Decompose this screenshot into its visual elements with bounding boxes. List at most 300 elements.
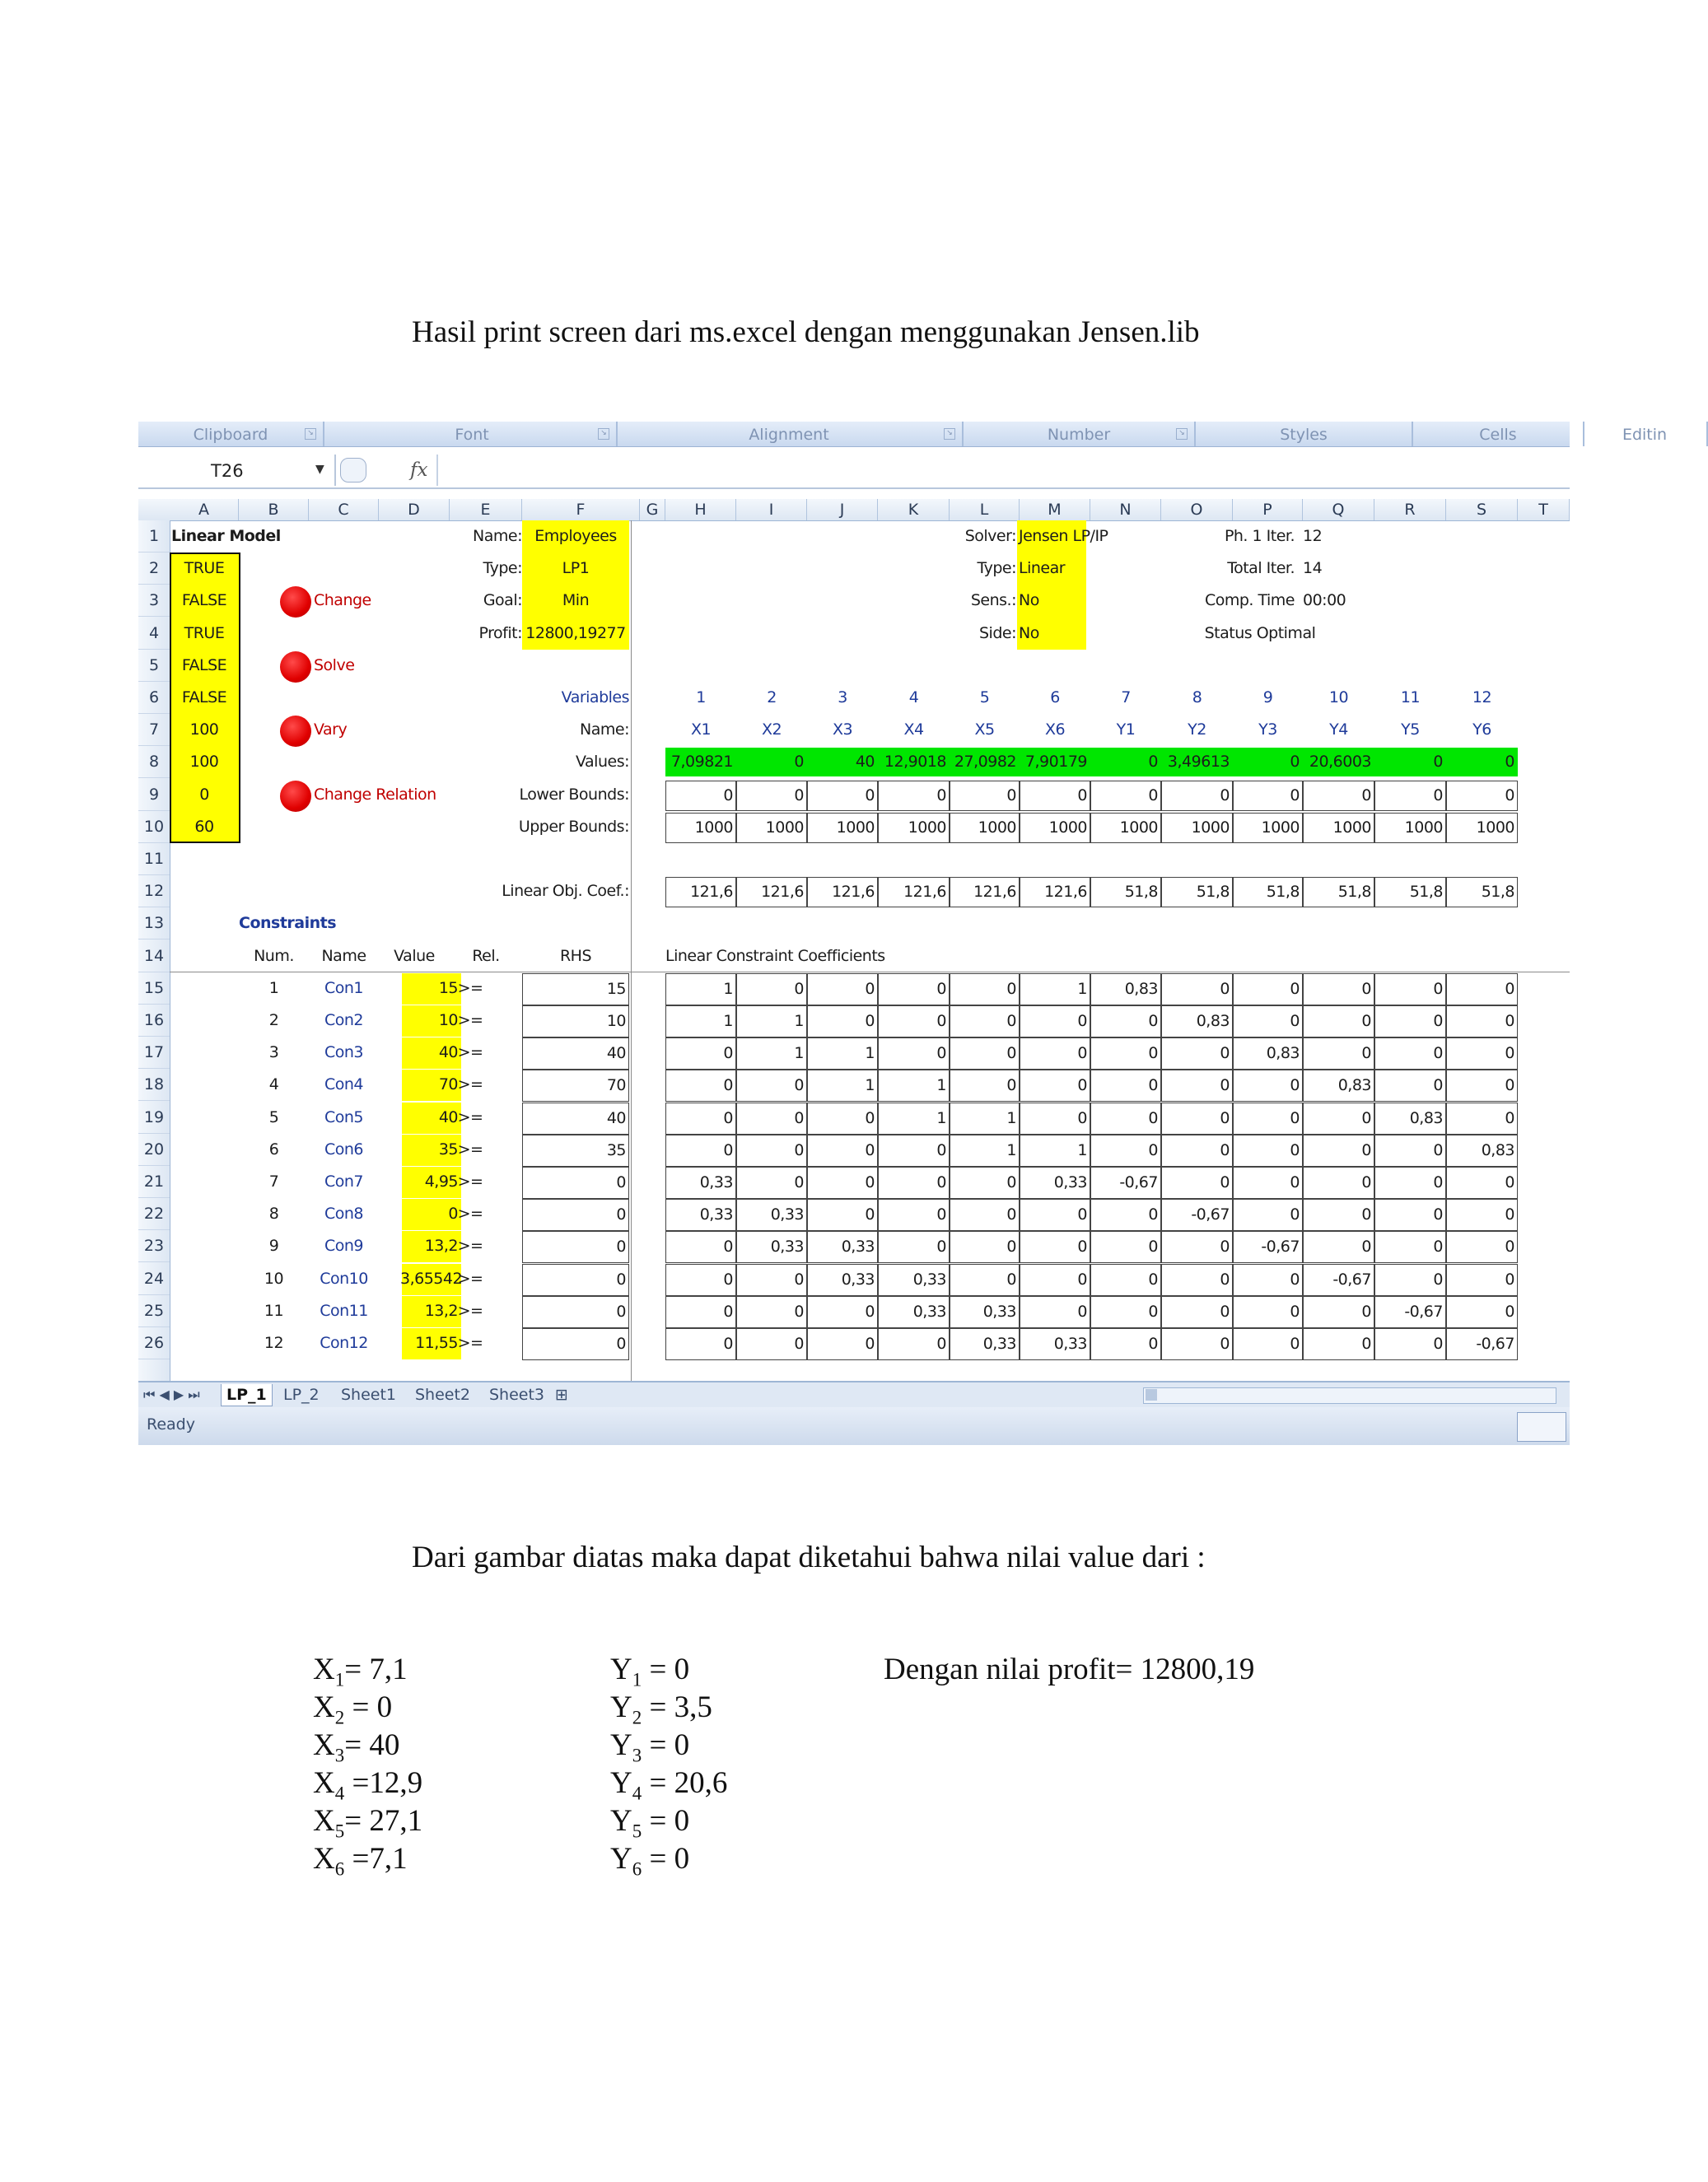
coef-cell[interactable]: 0 — [1161, 1037, 1233, 1070]
row-header-15[interactable]: 15 — [138, 972, 170, 1005]
row-label-name[interactable]: Name: — [580, 720, 629, 739]
coef-cell[interactable]: 0,33 — [1020, 1167, 1090, 1199]
lower-bound-cell[interactable]: 0 — [807, 781, 878, 811]
info-value[interactable]: Employees — [534, 527, 617, 545]
ribbon-group-font[interactable] — [328, 422, 618, 446]
coef-cell[interactable]: 0 — [807, 1328, 878, 1360]
flag-cell[interactable]: FALSE — [181, 655, 227, 674]
constraint-rel[interactable]: >= — [457, 1140, 483, 1159]
coef-cell[interactable]: -0,67 — [1090, 1167, 1161, 1199]
constraint-num[interactable]: 3 — [268, 1043, 279, 1062]
constraint-rel[interactable]: >= — [457, 978, 483, 997]
coef-cell[interactable]: 1 — [878, 1103, 950, 1135]
coef-cell[interactable]: 1 — [736, 1037, 807, 1070]
flag-cell[interactable]: 0 — [199, 785, 209, 804]
tab-sheet3[interactable]: Sheet3 — [489, 1386, 545, 1404]
coef-cell[interactable]: 0 — [1020, 1103, 1090, 1135]
coef-cell[interactable]: 0 — [1233, 1199, 1303, 1231]
coef-cell[interactable]: -0,67 — [1303, 1264, 1374, 1296]
constraint-rhs[interactable]: 0 — [522, 1296, 629, 1328]
var-name[interactable]: Y2 — [1188, 720, 1206, 739]
constraint-name[interactable]: Con3 — [324, 1043, 364, 1062]
coef-cell[interactable]: 0 — [807, 1135, 878, 1167]
column-header-m[interactable]: M — [1020, 499, 1090, 520]
coef-cell[interactable]: 0 — [665, 1296, 736, 1328]
coef-cell[interactable]: 0 — [1161, 1103, 1233, 1135]
coef-cell[interactable]: 0 — [1303, 1167, 1374, 1199]
constraint-rel[interactable]: >= — [457, 1043, 483, 1062]
coef-cell[interactable]: 0 — [878, 1199, 950, 1231]
constraint-num[interactable]: 2 — [268, 1011, 279, 1029]
row-header-12[interactable]: 12 — [138, 875, 170, 907]
row-header-10[interactable]: 10 — [138, 811, 170, 843]
row-header-7[interactable]: 7 — [138, 714, 170, 746]
obj-coef-cell[interactable]: 51,8 — [1161, 877, 1233, 907]
lower-bound-cell[interactable]: 0 — [950, 781, 1020, 811]
coef-cell[interactable]: 0 — [1233, 1005, 1303, 1037]
coef-cell[interactable]: 1 — [665, 1005, 736, 1037]
ribbon-group-editin[interactable] — [1583, 422, 1708, 446]
constraint-name[interactable]: Con11 — [320, 1301, 368, 1320]
upper-bound-cell[interactable]: 1000 — [1303, 813, 1374, 843]
var-value[interactable]: 3,49613 — [1167, 753, 1230, 772]
button-change-label[interactable]: Change — [314, 591, 371, 610]
obj-coef-cell[interactable]: 51,8 — [1446, 877, 1518, 907]
coef-cell[interactable]: 0 — [807, 1005, 878, 1037]
coef-cell[interactable]: 0,83 — [1374, 1103, 1446, 1135]
constraint-num[interactable]: 11 — [264, 1301, 284, 1320]
constraint-name[interactable]: Con9 — [324, 1237, 364, 1256]
constraint-num[interactable]: 7 — [268, 1173, 279, 1191]
coef-cell[interactable]: 0 — [1020, 1005, 1090, 1037]
coef-cell[interactable]: 0,33 — [665, 1167, 736, 1199]
coef-cell[interactable]: 0,83 — [1303, 1070, 1374, 1102]
column-header-p[interactable]: P — [1233, 499, 1303, 520]
ribbon-group-styles[interactable] — [1196, 422, 1413, 446]
column-header-f[interactable]: F — [522, 499, 640, 520]
constraint-rel[interactable]: >= — [457, 1237, 483, 1256]
coef-cell[interactable]: 0 — [1161, 1167, 1233, 1199]
coef-cell[interactable]: 0 — [1090, 1037, 1161, 1070]
var-value[interactable]: 40 — [855, 753, 875, 772]
coef-cell[interactable]: 0 — [1374, 1037, 1446, 1070]
column-header-s[interactable]: S — [1446, 499, 1518, 520]
constraint-rhs[interactable]: 0 — [522, 1264, 629, 1296]
coef-cell[interactable]: 0 — [950, 1005, 1020, 1037]
var-value[interactable]: 12,9018 — [884, 753, 946, 772]
tab-sheet2[interactable]: Sheet2 — [415, 1386, 471, 1404]
coef-cell[interactable]: 1 — [1020, 973, 1090, 1005]
coef-cell[interactable]: 0 — [1374, 1264, 1446, 1296]
coef-cell[interactable]: 0 — [1090, 1328, 1161, 1360]
fx-icon[interactable]: fx — [410, 459, 428, 481]
constraint-rel[interactable]: >= — [457, 1075, 483, 1094]
coef-cell[interactable]: 0,33 — [950, 1328, 1020, 1360]
lower-bound-cell[interactable]: 0 — [1303, 781, 1374, 811]
coef-cell[interactable]: 0 — [1090, 1199, 1161, 1231]
button-change-relation-label[interactable]: Change Relation — [314, 785, 436, 804]
coef-cell[interactable]: 0 — [878, 1167, 950, 1199]
row-header-11[interactable]: 11 — [138, 843, 170, 875]
var-value[interactable]: 0 — [1505, 753, 1514, 772]
constraint-rel[interactable]: >= — [457, 1334, 483, 1352]
coef-cell[interactable]: 0 — [1090, 1231, 1161, 1263]
constraint-value[interactable]: 0 — [448, 1205, 458, 1224]
info-label[interactable]: Goal: — [483, 591, 522, 610]
coef-cell[interactable]: 1 — [950, 1103, 1020, 1135]
coef-cell[interactable]: 0 — [950, 1231, 1020, 1263]
lower-bound-cell[interactable]: 0 — [1161, 781, 1233, 811]
info-value[interactable]: LP1 — [562, 559, 590, 578]
constraint-value[interactable]: 70 — [438, 1075, 458, 1094]
var-value[interactable]: 0 — [1148, 753, 1158, 772]
constraint-name[interactable]: Con5 — [324, 1107, 364, 1126]
coef-cell[interactable]: 0 — [736, 1296, 807, 1328]
coef-cell[interactable]: 0 — [1374, 1328, 1446, 1360]
coef-cell[interactable]: 1 — [1020, 1135, 1090, 1167]
status-optimal[interactable]: Status Optimal — [1204, 623, 1316, 642]
coef-cell[interactable]: 0 — [1020, 1264, 1090, 1296]
row-header-21[interactable]: 21 — [138, 1166, 170, 1198]
flag-cell[interactable]: 100 — [189, 720, 219, 739]
constraint-rhs[interactable]: 70 — [522, 1070, 629, 1102]
column-header-h[interactable]: H — [665, 499, 736, 520]
upper-bound-cell[interactable]: 1000 — [1233, 813, 1303, 843]
info-label[interactable]: Type: — [483, 559, 522, 578]
row-header-16[interactable]: 16 — [138, 1005, 170, 1037]
coef-cell[interactable]: 0 — [950, 1167, 1020, 1199]
obj-coef-cell[interactable]: 51,8 — [1090, 877, 1161, 907]
coef-cell[interactable]: 0 — [950, 1037, 1020, 1070]
ribbon-group-alignment[interactable] — [616, 422, 964, 446]
var-value[interactable]: 20,6003 — [1309, 753, 1371, 772]
solver-value[interactable]: Linear — [1019, 559, 1066, 578]
coef-cell[interactable]: 0 — [1303, 1135, 1374, 1167]
info-label[interactable]: Profit: — [478, 623, 522, 642]
var-value[interactable]: 7,09821 — [670, 753, 733, 772]
worksheet-grid[interactable] — [170, 520, 1570, 1385]
coef-cell[interactable]: 0 — [1233, 1167, 1303, 1199]
coef-cell[interactable]: 0,33 — [950, 1296, 1020, 1328]
constraints-title[interactable]: Constraints — [239, 914, 337, 933]
constraint-rhs[interactable]: 0 — [522, 1199, 629, 1231]
constraint-name[interactable]: Con7 — [324, 1173, 364, 1191]
var-value[interactable]: 27,0982 — [954, 753, 1016, 772]
coef-cell[interactable]: 0 — [1090, 1005, 1161, 1037]
coef-cell[interactable]: 0 — [1374, 1135, 1446, 1167]
coef-cell[interactable]: 0 — [1161, 1070, 1233, 1102]
coef-cell[interactable]: 0 — [1090, 1135, 1161, 1167]
lower-bound-cell[interactable]: 0 — [736, 781, 807, 811]
var-name[interactable]: X3 — [832, 720, 853, 739]
var-number[interactable]: 12 — [1472, 688, 1492, 706]
coef-cell[interactable]: 0 — [1233, 1328, 1303, 1360]
obj-coef-cell[interactable]: 51,8 — [1303, 877, 1374, 907]
var-number[interactable]: 5 — [979, 688, 990, 706]
obj-coef-cell[interactable]: 121,6 — [665, 877, 736, 907]
solver-label[interactable]: Solver: — [964, 527, 1016, 545]
coef-cell[interactable]: 0 — [736, 1103, 807, 1135]
stats-value[interactable]: 00:00 — [1303, 591, 1346, 610]
coef-cell[interactable]: 0,33 — [736, 1199, 807, 1231]
var-name[interactable]: X6 — [1044, 720, 1066, 739]
constraint-num[interactable]: 1 — [268, 978, 279, 997]
coef-cell[interactable]: 0 — [665, 1231, 736, 1263]
var-number[interactable]: 6 — [1050, 688, 1060, 706]
row-header-19[interactable]: 19 — [138, 1102, 170, 1134]
var-value[interactable]: 7,90179 — [1024, 753, 1087, 772]
column-header-t[interactable]: T — [1518, 499, 1570, 520]
constraint-rhs[interactable]: 35 — [522, 1135, 629, 1167]
coef-cell[interactable]: 0 — [1161, 1135, 1233, 1167]
column-header-e[interactable]: E — [450, 499, 522, 520]
var-number[interactable]: 11 — [1400, 688, 1421, 706]
button-vary-icon[interactable] — [280, 716, 311, 747]
coef-cell[interactable]: 0 — [736, 1264, 807, 1296]
solver-value[interactable]: Jensen LP/IP — [1019, 527, 1108, 545]
coef-cell[interactable]: 0 — [1374, 1167, 1446, 1199]
lower-bound-cell[interactable]: 0 — [665, 781, 736, 811]
coef-cell[interactable]: 0 — [1020, 1296, 1090, 1328]
tab-lp_2[interactable]: LP_2 — [283, 1386, 320, 1404]
coef-cell[interactable]: 0 — [1090, 1264, 1161, 1296]
coef-cell[interactable]: 0,33 — [807, 1264, 878, 1296]
coef-cell[interactable]: 0 — [950, 1070, 1020, 1102]
coef-cell[interactable]: -0,67 — [1233, 1231, 1303, 1263]
coef-cell[interactable]: 0 — [807, 1296, 878, 1328]
row-header-22[interactable]: 22 — [138, 1198, 170, 1230]
upper-bound-cell[interactable]: 1000 — [1374, 813, 1446, 843]
coef-cell[interactable]: 0,33 — [878, 1296, 950, 1328]
row-header-8[interactable]: 8 — [138, 746, 170, 778]
constraint-value[interactable]: 15 — [438, 978, 458, 997]
coef-cell[interactable]: 0 — [1161, 1231, 1233, 1263]
button-solve-icon[interactable] — [280, 651, 311, 683]
flag-cell[interactable]: TRUE — [184, 623, 225, 642]
obj-coef-cell[interactable]: 51,8 — [1374, 877, 1446, 907]
coef-cell[interactable]: 0 — [1303, 973, 1374, 1005]
obj-coef-cell[interactable]: 121,6 — [878, 877, 950, 907]
column-header-i[interactable]: I — [736, 499, 807, 520]
stats-value[interactable]: 12 — [1303, 527, 1323, 545]
upper-bound-cell[interactable]: 1000 — [878, 813, 950, 843]
row-header-23[interactable]: 23 — [138, 1230, 170, 1262]
var-number[interactable]: 7 — [1121, 688, 1131, 706]
coef-cell[interactable]: 0 — [1090, 1296, 1161, 1328]
var-number[interactable]: 2 — [767, 688, 777, 706]
coef-cell[interactable]: 0,83 — [1446, 1135, 1518, 1167]
formula-cancel-icon[interactable] — [340, 458, 366, 483]
constraint-name[interactable]: Con4 — [324, 1075, 364, 1094]
horizontal-scrollbar[interactable] — [1143, 1387, 1556, 1404]
var-name[interactable]: Y3 — [1258, 720, 1277, 739]
tab-sheet1[interactable]: Sheet1 — [341, 1386, 397, 1404]
row-header-18[interactable]: 18 — [138, 1069, 170, 1101]
dialog-launcher-icon[interactable]: ↘ — [305, 428, 316, 440]
obj-coef-cell[interactable]: 121,6 — [950, 877, 1020, 907]
column-header-k[interactable]: K — [878, 499, 950, 520]
button-vary-label[interactable]: Vary — [314, 720, 348, 739]
constraint-rhs[interactable]: 40 — [522, 1103, 629, 1135]
column-header-n[interactable]: N — [1090, 499, 1161, 520]
var-number[interactable]: 3 — [838, 688, 847, 706]
coef-cell[interactable]: 0 — [665, 1135, 736, 1167]
coef-cell[interactable]: 0,33 — [1020, 1328, 1090, 1360]
constraint-rel[interactable]: >= — [457, 1205, 483, 1224]
coef-cell[interactable]: 0 — [665, 1328, 736, 1360]
coef-cell[interactable]: 0 — [1303, 1231, 1374, 1263]
constraint-rhs[interactable]: 0 — [522, 1231, 629, 1263]
linear-model-title[interactable]: Linear Model — [171, 527, 281, 545]
var-value[interactable]: 0 — [794, 753, 804, 772]
row-header-13[interactable]: 13 — [138, 907, 170, 939]
var-name[interactable]: Y5 — [1401, 720, 1420, 739]
var-value[interactable]: 0 — [1433, 753, 1443, 772]
coef-cell[interactable]: 0 — [1233, 973, 1303, 1005]
coef-cell[interactable]: 0 — [1446, 1231, 1518, 1263]
coef-cell[interactable]: 0 — [1233, 1296, 1303, 1328]
coef-cell[interactable]: 0 — [1020, 1070, 1090, 1102]
info-label[interactable]: Name: — [473, 527, 522, 545]
row-header-1[interactable]: 1 — [138, 520, 170, 552]
solver-label[interactable]: Side: — [979, 623, 1016, 642]
dialog-launcher-icon[interactable]: ↘ — [598, 428, 609, 440]
var-name[interactable]: X4 — [903, 720, 924, 739]
coef-cell[interactable]: 0 — [878, 1005, 950, 1037]
constraint-header[interactable]: Num. — [254, 946, 294, 965]
coef-cell[interactable]: 0 — [736, 1167, 807, 1199]
obj-coef-cell[interactable]: 121,6 — [736, 877, 807, 907]
button-change-icon[interactable] — [280, 586, 311, 618]
coef-cell[interactable]: 0 — [1090, 1070, 1161, 1102]
var-number[interactable]: 8 — [1192, 688, 1202, 706]
info-value[interactable]: 12800,19277 — [525, 623, 626, 642]
row-header-17[interactable]: 17 — [138, 1037, 170, 1069]
coef-cell[interactable]: 1 — [950, 1135, 1020, 1167]
constraint-rel[interactable]: >= — [457, 1107, 483, 1126]
var-name[interactable]: X2 — [761, 720, 782, 739]
row-header-20[interactable]: 20 — [138, 1134, 170, 1166]
row-header-26[interactable]: 26 — [138, 1327, 170, 1359]
upper-bound-cell[interactable]: 1000 — [665, 813, 736, 843]
coef-cell[interactable]: 0 — [878, 1328, 950, 1360]
coef-cell[interactable]: 1 — [807, 1037, 878, 1070]
var-name[interactable]: Y1 — [1116, 720, 1136, 739]
coef-cell[interactable]: 0 — [1446, 1199, 1518, 1231]
flag-cell[interactable]: FALSE — [181, 591, 227, 610]
constraint-name[interactable]: Con12 — [320, 1334, 368, 1352]
coef-cell[interactable]: 0 — [1303, 1005, 1374, 1037]
coef-cell[interactable]: 0 — [1303, 1103, 1374, 1135]
column-header-j[interactable]: J — [807, 499, 878, 520]
obj-coef-cell[interactable]: 121,6 — [807, 877, 878, 907]
coef-cell[interactable]: 0,83 — [1161, 1005, 1233, 1037]
insert-sheet-icon[interactable]: ⊞ — [555, 1386, 568, 1404]
dialog-launcher-icon[interactable]: ↘ — [944, 428, 955, 440]
lower-bound-cell[interactable]: 0 — [1374, 781, 1446, 811]
row-header-2[interactable]: 2 — [138, 552, 170, 585]
lower-bound-cell[interactable]: 0 — [1233, 781, 1303, 811]
row-header-24[interactable]: 24 — [138, 1263, 170, 1295]
row-label-lower[interactable]: Lower Bounds: — [519, 785, 629, 804]
coef-cell[interactable]: 0 — [1303, 1037, 1374, 1070]
row-header-25[interactable]: 25 — [138, 1295, 170, 1327]
constraint-header[interactable]: Name — [321, 946, 366, 965]
coef-cell[interactable]: 0 — [950, 1264, 1020, 1296]
upper-bound-cell[interactable]: 1000 — [1020, 813, 1090, 843]
coef-cell[interactable]: 0 — [1233, 1103, 1303, 1135]
coef-cell[interactable]: 0 — [736, 1328, 807, 1360]
row-label-upper[interactable]: Upper Bounds: — [518, 817, 629, 836]
coef-cell[interactable]: 0 — [736, 1070, 807, 1102]
constraint-name[interactable]: Con6 — [324, 1140, 364, 1159]
flag-cell[interactable]: TRUE — [184, 559, 225, 578]
coef-cell[interactable]: 0 — [1020, 1199, 1090, 1231]
coef-cell[interactable]: 0 — [1446, 1264, 1518, 1296]
lower-bound-cell[interactable]: 0 — [878, 781, 950, 811]
coef-cell[interactable]: 0 — [1446, 1167, 1518, 1199]
coef-cell[interactable]: 0 — [1303, 1328, 1374, 1360]
coef-cell[interactable]: 0,33 — [665, 1199, 736, 1231]
coef-cell[interactable]: 0 — [878, 973, 950, 1005]
upper-bound-cell[interactable]: 1000 — [807, 813, 878, 843]
constraint-rhs[interactable]: 10 — [522, 1005, 629, 1037]
coef-cell[interactable]: -0,67 — [1374, 1296, 1446, 1328]
constraint-value[interactable]: 40 — [438, 1107, 458, 1126]
coef-cell[interactable]: 0 — [1161, 1296, 1233, 1328]
coef-cell[interactable]: 0 — [807, 1199, 878, 1231]
constraint-rhs[interactable]: 40 — [522, 1037, 629, 1070]
coef-cell[interactable]: 0 — [736, 973, 807, 1005]
coef-cell[interactable]: 1 — [807, 1070, 878, 1102]
coef-cell[interactable]: 0 — [1446, 973, 1518, 1005]
coef-cell[interactable]: 0 — [665, 1103, 736, 1135]
constraint-num[interactable]: 9 — [268, 1237, 279, 1256]
constraint-rel[interactable]: >= — [457, 1011, 483, 1029]
flag-cell[interactable]: 100 — [189, 753, 219, 772]
column-header-l[interactable]: L — [950, 499, 1020, 520]
coef-cell[interactable]: 0 — [1161, 1264, 1233, 1296]
coef-cell[interactable]: 0 — [1446, 1037, 1518, 1070]
constraint-rhs[interactable]: 15 — [522, 973, 629, 1005]
constraint-value[interactable]: 11,55 — [415, 1334, 458, 1352]
obj-coef-cell[interactable]: 51,8 — [1233, 877, 1303, 907]
dialog-launcher-icon[interactable]: ↘ — [1176, 428, 1188, 440]
constraint-value[interactable]: 4,95 — [424, 1173, 458, 1191]
stats-value[interactable]: 14 — [1303, 559, 1323, 578]
coef-cell[interactable]: 0 — [1233, 1135, 1303, 1167]
coef-cell[interactable]: 0 — [1446, 1103, 1518, 1135]
constraint-name[interactable]: Con2 — [324, 1011, 364, 1029]
coef-cell[interactable]: 1 — [878, 1070, 950, 1102]
constraint-num[interactable]: 12 — [264, 1334, 284, 1352]
row-header-5[interactable]: 5 — [138, 650, 170, 682]
solver-label[interactable]: Type: — [977, 559, 1016, 578]
constraint-value[interactable]: 10 — [438, 1011, 458, 1029]
constraint-header[interactable]: Value — [394, 946, 435, 965]
coef-cell[interactable]: 0 — [1161, 973, 1233, 1005]
coef-cell[interactable]: 0 — [878, 1135, 950, 1167]
row-label-values[interactable]: Values: — [576, 753, 629, 772]
coef-cell[interactable]: 0 — [878, 1231, 950, 1263]
column-header-a[interactable]: A — [170, 499, 239, 520]
column-header-o[interactable]: O — [1161, 499, 1233, 520]
var-name[interactable]: X5 — [974, 720, 995, 739]
coef-cell[interactable]: 0 — [1374, 973, 1446, 1005]
constraint-value[interactable]: 13,2 — [424, 1301, 458, 1320]
coef-cell[interactable]: 0 — [1020, 1037, 1090, 1070]
coef-cell[interactable]: 0 — [1303, 1199, 1374, 1231]
